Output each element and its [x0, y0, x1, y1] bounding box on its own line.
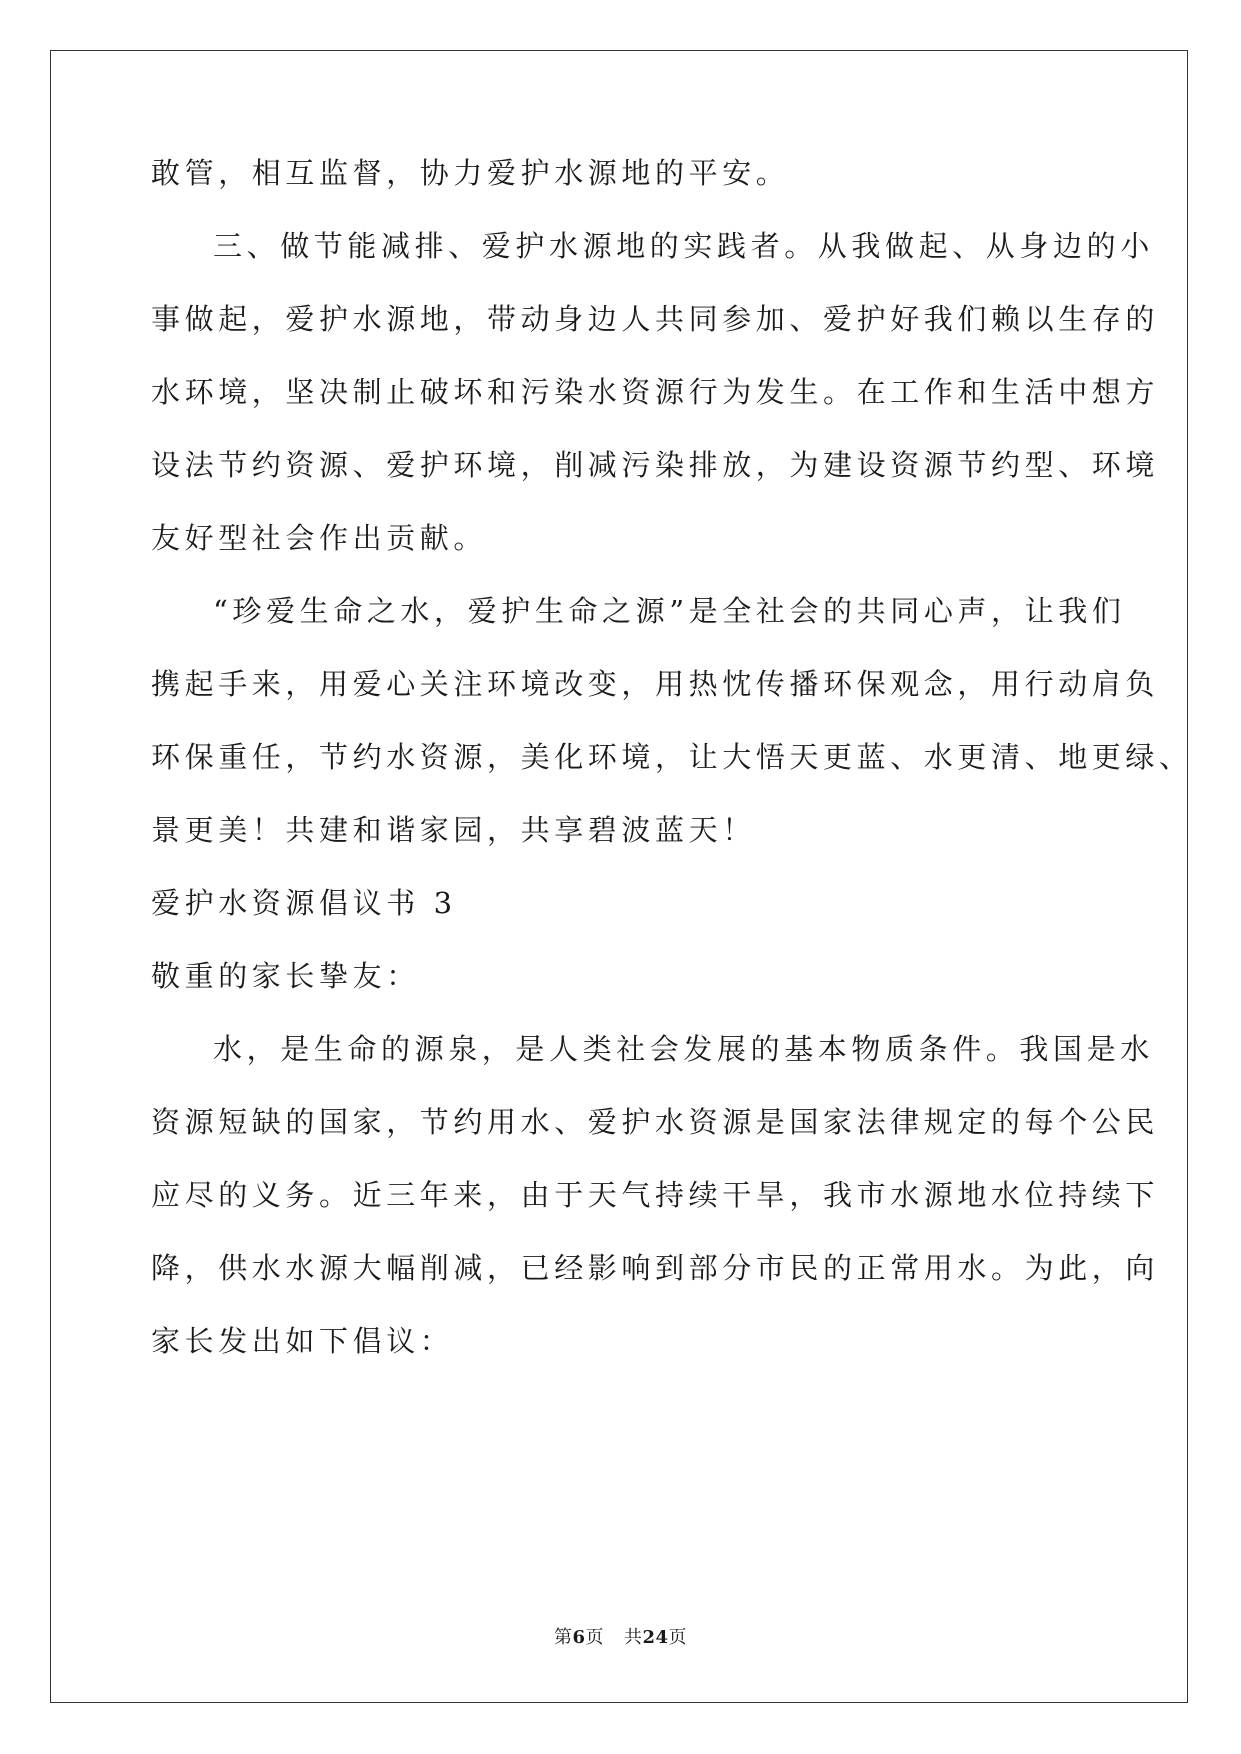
text-line: 降，供水水源大幅削减，已经影响到部分市民的正常用水。为此，向 — [151, 1251, 1160, 1285]
text-line: 环保重任，节约水资源，美化环境，让大悟天更蓝、水更清、地更绿、 — [151, 740, 1193, 774]
text-line: 友好型社会作出贡献。 — [151, 521, 488, 555]
section-heading: 爱护水资源倡议书 3 — [151, 886, 457, 920]
total-pages: 24 — [642, 1627, 669, 1648]
text-line: 资源短缺的国家，节约用水、爱护水资源是国家法律规定的每个公民 — [151, 1105, 1160, 1139]
text-line: 景更美！共建和谐家园，共享碧波蓝天！ — [151, 813, 756, 847]
page-prefix: 第 — [553, 1627, 573, 1648]
text-line: 家长发出如下倡议： — [151, 1324, 454, 1358]
page-number: 6 — [572, 1627, 586, 1648]
text-line: 水环境，坚决制止破坏和污染水资源行为发生。在工作和生活中想方 — [151, 375, 1160, 409]
salutation: 敬重的家长挚友： — [151, 959, 420, 993]
page-footer — [0, 1626, 1241, 1650]
text-line: 三、做节能减排、爱护水源地的实践者。从我做起、从身边的小 — [213, 229, 1154, 263]
page-suffix: 页 — [585, 1627, 604, 1648]
text-line: 携起手来，用爱心关注环境改变，用热忱传播环保观念，用行动肩负 — [151, 667, 1160, 701]
text-line: 设法节约资源、爱护环境，削减污染排放，为建设资源节约型、环境 — [151, 448, 1160, 482]
total-prefix: 共 — [623, 1627, 643, 1648]
total-suffix: 页 — [668, 1627, 688, 1648]
text-line: 水，是生命的源泉，是人类社会发展的基本物质条件。我国是水 — [213, 1032, 1154, 1066]
page-border — [50, 50, 1188, 1703]
text-line: 事做起，爱护水源地，带动身边人共同参加、爱护好我们赖以生存的 — [151, 302, 1160, 336]
text-line: “珍爱生命之水，爱护生命之源”是全社会的共同心声，让我们 — [213, 594, 1126, 628]
text-line: 敢管，相互监督，协力爱护水源地的平安。 — [151, 156, 790, 190]
text-line: 应尽的义务。近三年来，由于天气持续干旱，我市水源地水位持续下 — [151, 1178, 1160, 1212]
